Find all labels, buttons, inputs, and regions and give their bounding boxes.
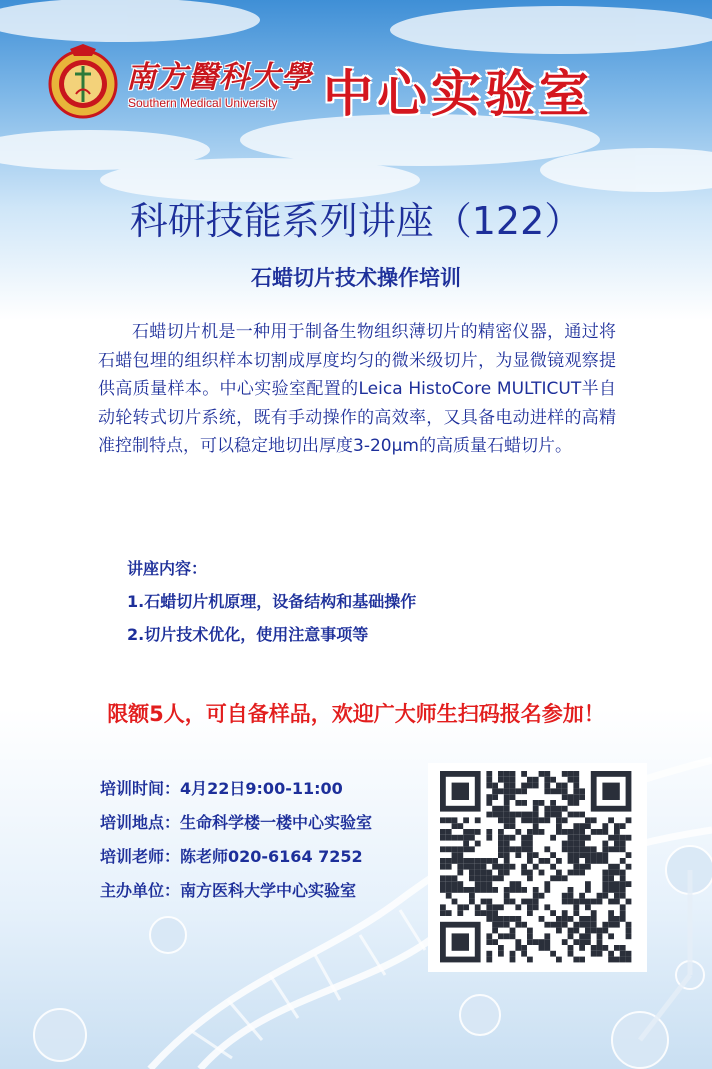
department-title: 中心实验室 [323, 65, 593, 123]
registration-notice: 限额5人，可自备样品，欢迎广大师生扫码报名参加！ [107, 702, 605, 726]
organizer: 主办单位：南方医科大学中心实验室 [100, 881, 357, 900]
intro-paragraph: 石蜡切片机是一种用于制备生物组织薄切片的精密仪器，通过将石蜡包埋的组织样本切割成厚度均匀的微米级切片，为显微镜观察提供高质量样本。中心实验室配置的Leica HistoCore MULTICUT半自动轮转式切片系统，既有手动操作的高效率，又具备电动进样的高精准控制特点，可以稳定地切出厚度3-20μm的高质量石蜡切片。 [98, 322, 616, 457]
training-teacher: 培训老师：陈老师020-6164 7252 [100, 847, 363, 866]
lecture-content [127, 552, 416, 651]
training-info [100, 772, 372, 908]
training-time: 培训时间：4月22日9:00-11:00 [100, 779, 343, 798]
content-heading: 讲座内容： [127, 559, 208, 578]
content-item: 2.切片技术优化，使用注意事项等 [127, 625, 369, 644]
training-place: 培训地点：生命科学楼一楼中心实验室 [100, 813, 373, 832]
qr-code-pattern [430, 765, 645, 970]
university-name-en: Southern Medical University [128, 96, 278, 110]
qr-code-icon[interactable] [430, 765, 645, 970]
university-emblem-icon [48, 44, 118, 122]
lecture-series-title: 科研技能系列讲座（122） [129, 199, 583, 243]
header [40, 40, 680, 130]
content-item: 1.石蜡切片机原理，设备结构和基础操作 [127, 592, 417, 611]
university-name-cn: 南方醫科大學 [126, 60, 312, 95]
lecture-subtitle: 石蜡切片技术操作培训 [251, 266, 461, 290]
